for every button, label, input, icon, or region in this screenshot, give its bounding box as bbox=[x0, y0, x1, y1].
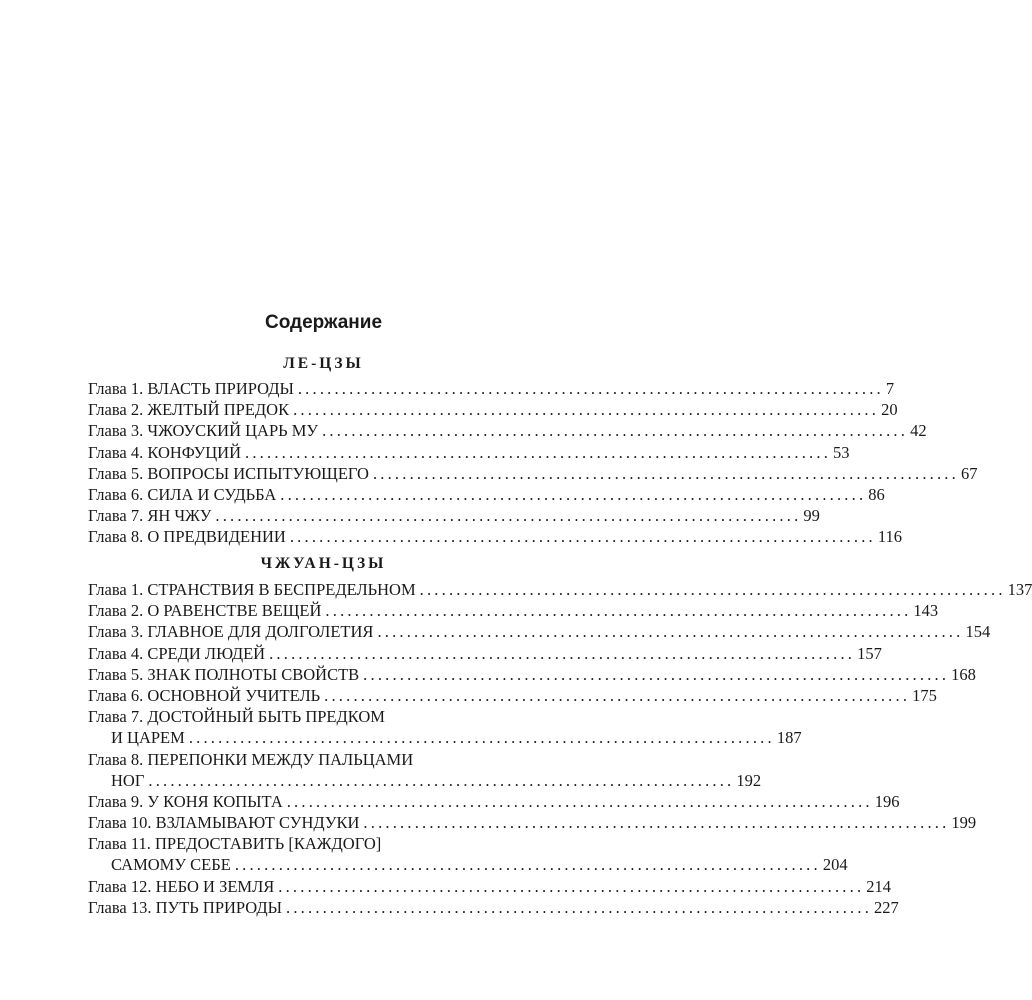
toc-entry-line bbox=[88, 812, 977, 833]
toc-entry-line bbox=[88, 664, 976, 685]
toc-entry[interactable] bbox=[88, 463, 978, 484]
toc-page-number: 99 bbox=[803, 506, 820, 526]
toc-entry[interactable] bbox=[88, 791, 900, 812]
toc-entry-title: Глава 3. ГЛАВНОЕ ДЛЯ ДОЛГОЛЕТИЯ bbox=[88, 622, 374, 642]
dot-leader: ................................................................................ bbox=[215, 506, 802, 526]
toc-page-number: 53 bbox=[833, 442, 850, 462]
dot-leader: ................................................................................ bbox=[377, 622, 964, 642]
toc-entry[interactable] bbox=[88, 833, 848, 875]
toc-entry-title: Глава 10. ВЗЛАМЫВАЮТ СУНДУКИ bbox=[88, 813, 360, 833]
dot-leader: ................................................................................ bbox=[419, 580, 1006, 599]
toc-entry-continuation-line bbox=[88, 770, 762, 791]
toc-page-number: 168 bbox=[951, 664, 976, 684]
toc-page-number: 196 bbox=[874, 791, 900, 811]
dot-leader: ................................................................................ bbox=[234, 855, 821, 875]
toc-entry[interactable] bbox=[88, 484, 885, 505]
toc-page-number: 116 bbox=[877, 527, 902, 547]
toc-entry-line bbox=[88, 621, 991, 642]
toc-entry[interactable] bbox=[88, 749, 762, 791]
toc-page-number: 86 bbox=[868, 484, 885, 504]
toc-entry-title: Глава 2. О РАВЕНСТВЕ ВЕЩЕЙ bbox=[88, 601, 322, 621]
toc-entry-line bbox=[88, 706, 541, 727]
toc-entry-title: И ЦАРЕМ bbox=[111, 728, 185, 748]
toc-entry-continuation-line bbox=[88, 727, 802, 748]
dot-leader: ................................................................................ bbox=[269, 643, 856, 663]
toc-entry-line bbox=[88, 643, 882, 664]
dot-leader: ................................................................................ bbox=[148, 770, 735, 790]
toc-entry-line bbox=[88, 420, 927, 441]
toc-page-number: 214 bbox=[866, 876, 892, 896]
dot-leader: ................................................................................ bbox=[289, 527, 876, 547]
toc-entry[interactable] bbox=[88, 812, 977, 833]
toc-entry-continuation-line bbox=[88, 854, 848, 875]
toc-entry-title: Глава 11. ПРЕДОСТАВИТЬ [КАЖДОГО] bbox=[88, 834, 382, 854]
toc-page-number: 143 bbox=[913, 601, 939, 621]
toc-entry-title: Глава 13. ПУТЬ ПРИРОДЫ bbox=[88, 897, 283, 917]
toc-entry-title: Глава 7. ЯН ЧЖУ bbox=[88, 506, 212, 526]
toc-entry[interactable] bbox=[88, 643, 882, 664]
toc-entry-line bbox=[88, 791, 900, 812]
toc-entry-line bbox=[88, 600, 939, 621]
toc-entry[interactable] bbox=[88, 505, 820, 526]
toc-entry-title: Глава 6. ОСНОВНОЙ УЧИТЕЛЬ bbox=[88, 685, 321, 705]
toc-entry[interactable] bbox=[88, 706, 802, 748]
toc-entry[interactable] bbox=[88, 897, 899, 918]
toc-list-chzhuan-czy bbox=[88, 579, 1032, 918]
toc-entry-line bbox=[88, 897, 899, 918]
dot-leader: ................................................................................ bbox=[286, 791, 873, 811]
toc-page-number: 192 bbox=[736, 770, 762, 790]
toc-entry-line bbox=[88, 484, 885, 505]
dot-leader: ................................................................................ bbox=[322, 421, 909, 441]
toc-page-number: 137 bbox=[1007, 580, 1032, 599]
dot-leader: ................................................................................ bbox=[325, 601, 912, 621]
toc-entry[interactable] bbox=[88, 442, 850, 463]
page-title: Содержание bbox=[264, 312, 383, 333]
toc-page-number: 227 bbox=[874, 897, 899, 917]
toc-entry[interactable] bbox=[88, 399, 898, 420]
dot-leader: ................................................................................ bbox=[280, 484, 867, 504]
toc-page-number: 154 bbox=[965, 622, 991, 642]
toc-entry-title: САМОМУ СЕБЕ bbox=[111, 855, 231, 875]
toc-entry-line bbox=[88, 579, 1032, 600]
toc-page-number: 175 bbox=[912, 685, 937, 705]
toc-entry[interactable] bbox=[88, 664, 976, 685]
dot-leader: ................................................................................ bbox=[286, 897, 873, 917]
toc-entry-title: Глава 8. ПЕРЕПОНКИ МЕЖДУ ПАЛЬЦАМИ bbox=[88, 749, 414, 769]
toc-entry-line bbox=[88, 463, 978, 484]
toc-page-number: 199 bbox=[951, 813, 977, 833]
toc-entry-title: Глава 7. ДОСТОЙНЫЙ БЫТЬ ПРЕДКОМ bbox=[88, 707, 385, 727]
toc-entry-title: Глава 5. ВОПРОСЫ ИСПЫТУЮЩЕГО bbox=[88, 463, 369, 483]
dot-leader: ................................................................................ bbox=[363, 813, 950, 833]
toc-entry[interactable] bbox=[88, 685, 937, 706]
dot-leader: ................................................................................ bbox=[363, 664, 950, 684]
toc-entry-title: Глава 12. НЕБО И ЗЕМЛЯ bbox=[88, 876, 275, 896]
toc-entry-line bbox=[88, 378, 895, 399]
toc-page-number: 42 bbox=[910, 421, 927, 441]
toc-entry-line bbox=[88, 442, 850, 463]
toc-page-number: 20 bbox=[881, 400, 898, 420]
toc-entry-title: Глава 4. СРЕДИ ЛЮДЕЙ bbox=[88, 643, 266, 663]
toc-entry[interactable] bbox=[88, 378, 895, 399]
dot-leader: ................................................................................ bbox=[297, 379, 884, 398]
section-heading-le-czy: ЛЕ-ЦЗЫ bbox=[283, 355, 364, 372]
toc-entry[interactable] bbox=[88, 621, 991, 642]
toc-list-le-czy bbox=[88, 378, 978, 548]
toc-entry-title: Глава 1. СТРАНСТВИЯ В БЕСПРЕДЕЛЬНОМ bbox=[88, 580, 416, 599]
toc-entry-line bbox=[88, 876, 892, 897]
dot-leader: ................................................................................ bbox=[278, 876, 865, 896]
dot-leader: ................................................................................ bbox=[293, 400, 880, 420]
toc-page-number: 204 bbox=[822, 855, 848, 875]
toc-entry[interactable] bbox=[88, 420, 927, 441]
dot-leader: ................................................................................ bbox=[372, 463, 959, 483]
toc-page-number: 67 bbox=[960, 463, 978, 483]
dot-leader: ................................................................................ bbox=[188, 728, 775, 748]
toc-entry-title: Глава 4. КОНФУЦИЙ bbox=[88, 442, 242, 462]
toc-entry-title: Глава 3. ЧЖОУСКИЙ ЦАРЬ МУ bbox=[88, 421, 319, 441]
toc-entry[interactable] bbox=[88, 876, 892, 897]
toc-page-number: 157 bbox=[857, 643, 882, 663]
toc-entry-line bbox=[88, 526, 902, 547]
toc-page-number: 7 bbox=[885, 379, 895, 398]
section-heading-chzhuan-czy: ЧЖУАН-ЦЗЫ bbox=[260, 555, 387, 572]
toc-page-number: 187 bbox=[776, 728, 802, 748]
toc-entry[interactable] bbox=[88, 526, 902, 547]
toc-entry-title: Глава 9. У КОНЯ КОПЫТА bbox=[88, 791, 283, 811]
toc-entry-title: Глава 6. СИЛА И СУДЬБА bbox=[88, 484, 277, 504]
toc-entry-line bbox=[88, 399, 898, 420]
toc-entry[interactable] bbox=[88, 600, 939, 621]
toc-entry-title: Глава 2. ЖЕЛТЫЙ ПРЕДОК bbox=[88, 400, 290, 420]
toc-entry-title: Глава 5. ЗНАК ПОЛНОТЫ СВОЙСТВ bbox=[88, 664, 360, 684]
toc-entry-title: НОГ bbox=[111, 770, 145, 790]
toc-entry-line bbox=[88, 833, 541, 854]
toc-entry-title: Глава 1. ВЛАСТЬ ПРИРОДЫ bbox=[88, 379, 294, 398]
toc-entry-line bbox=[88, 685, 937, 706]
dot-leader: ................................................................................ bbox=[245, 442, 832, 462]
toc-entry-line bbox=[88, 749, 541, 770]
dot-leader: ................................................................................ bbox=[324, 685, 911, 705]
toc-entry[interactable] bbox=[88, 579, 1032, 600]
toc-entry-line bbox=[88, 505, 820, 526]
toc-entry-title: Глава 8. О ПРЕДВИДЕНИИ bbox=[88, 527, 286, 547]
